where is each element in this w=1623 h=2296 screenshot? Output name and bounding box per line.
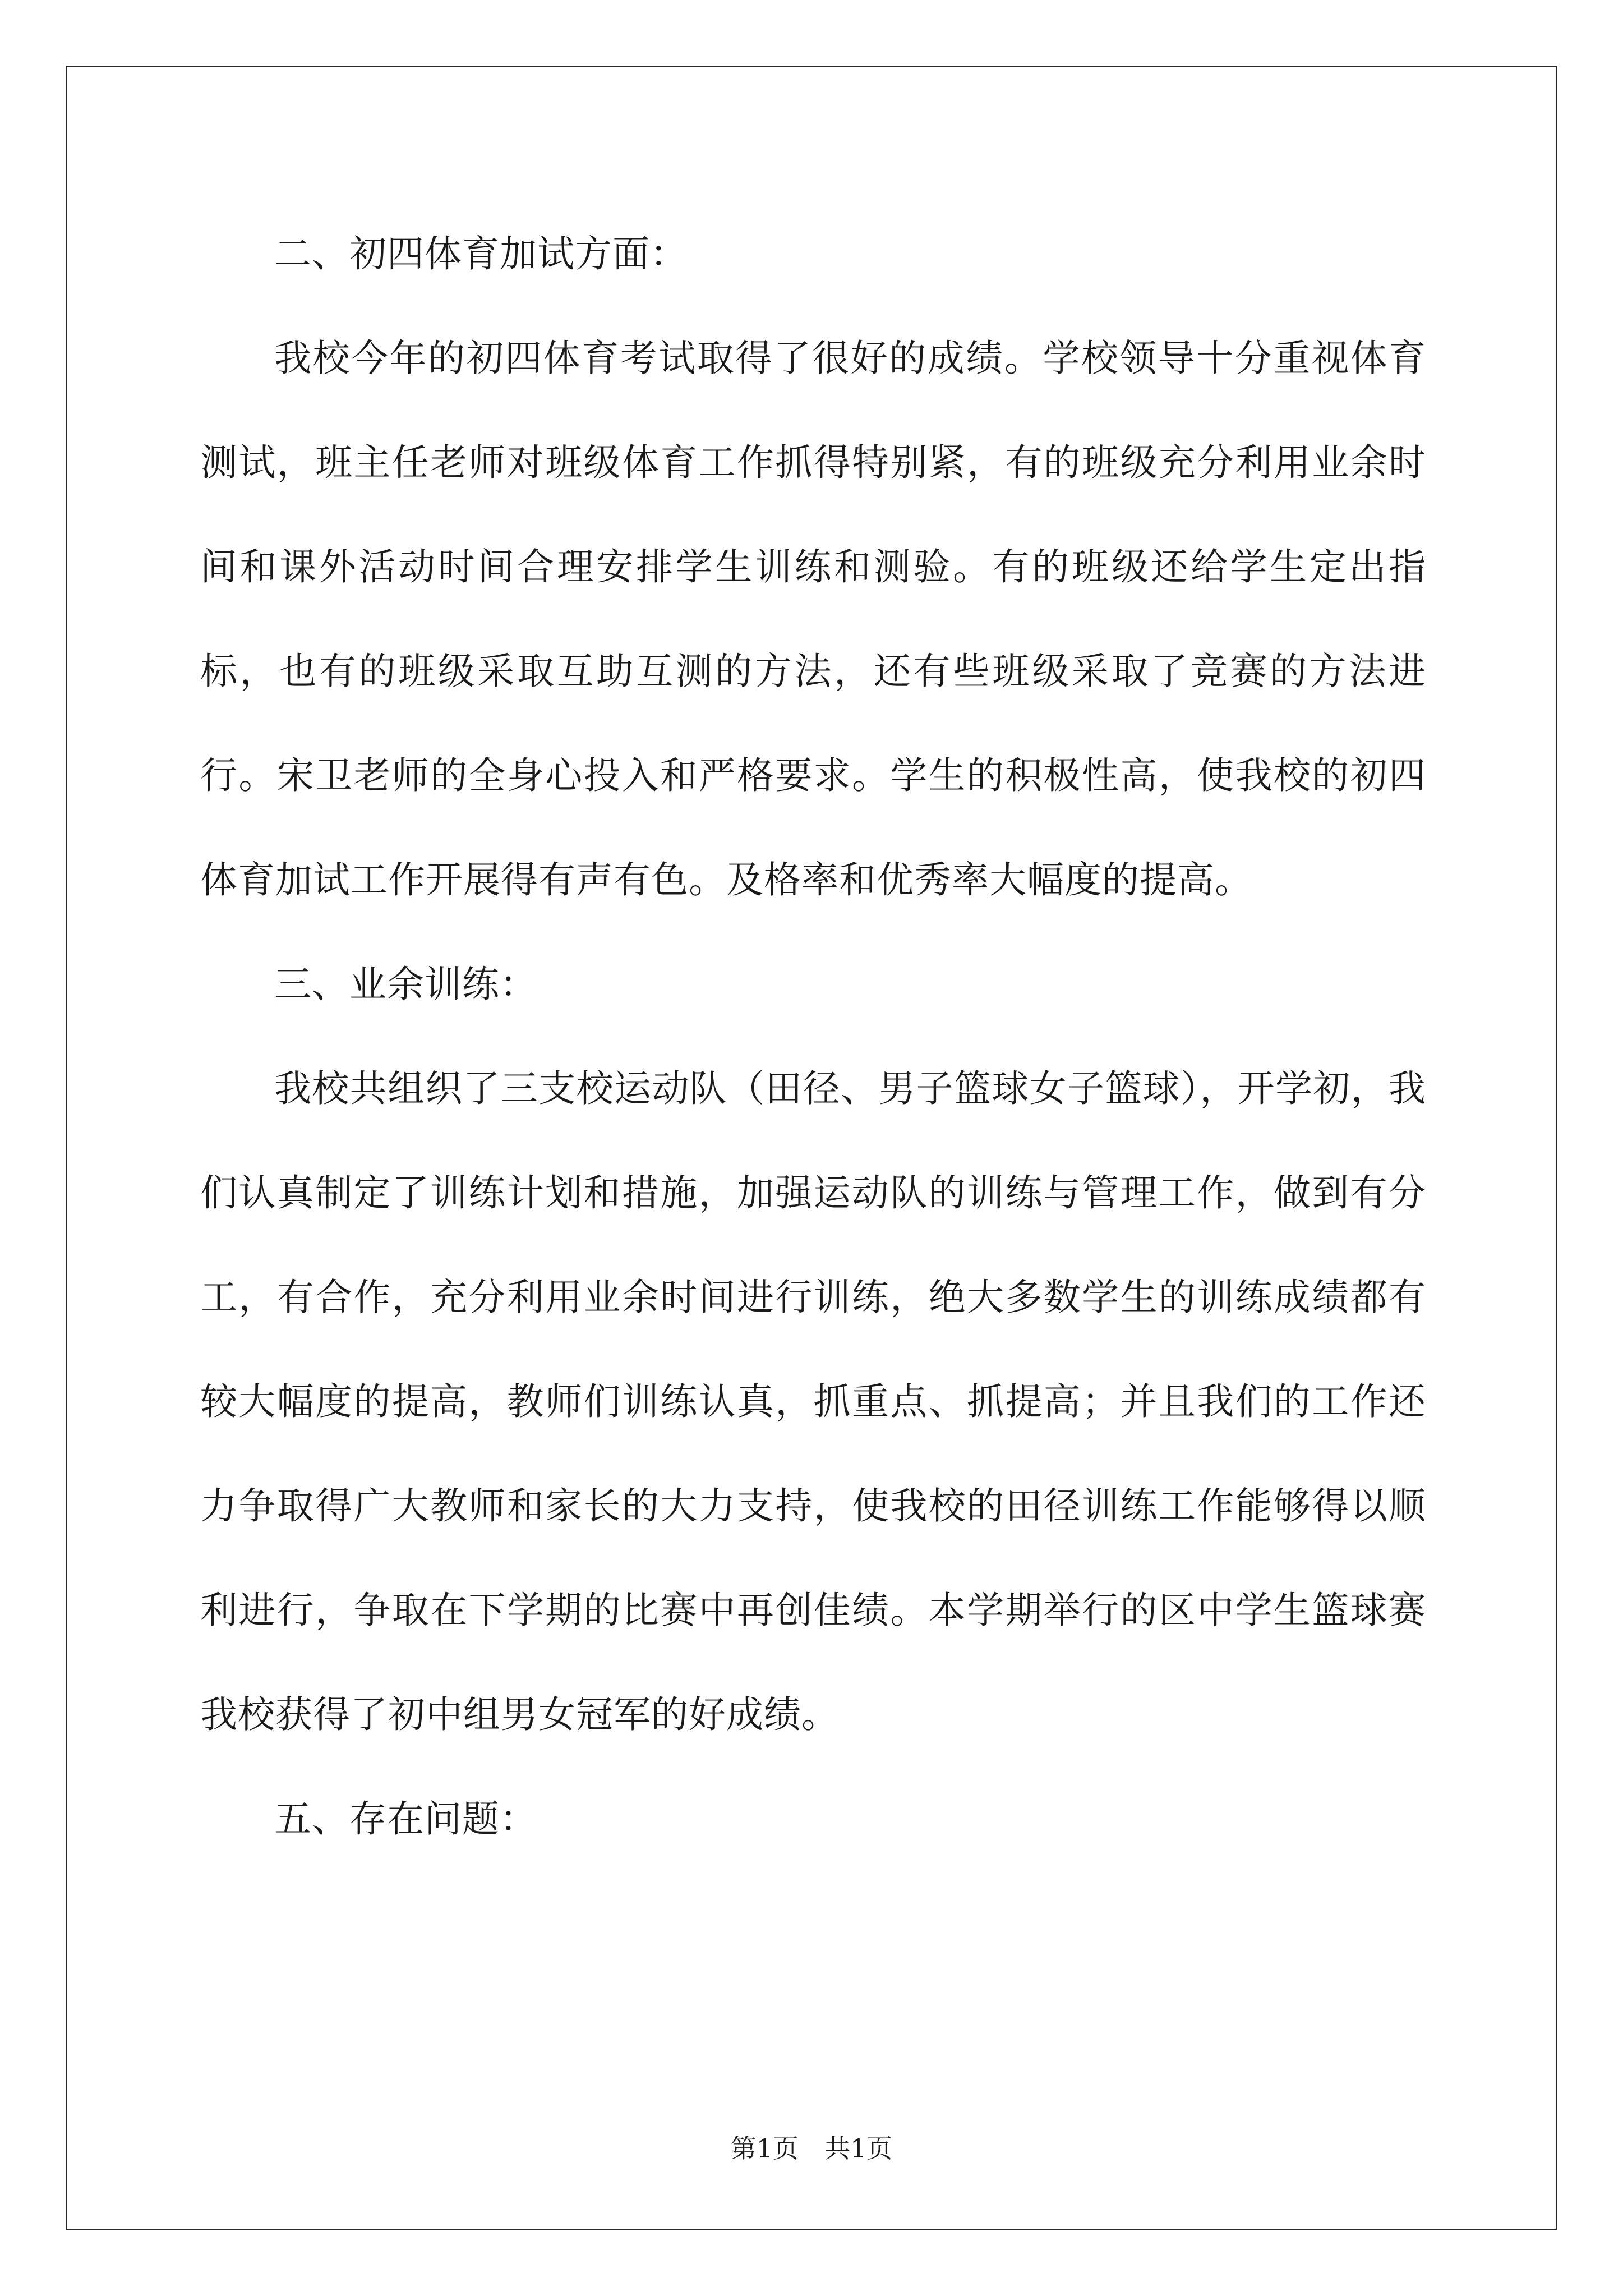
section-heading-3: 三、业余训练： — [274, 963, 537, 1006]
page-footer: 第1页 共1页 — [730, 2133, 893, 2164]
section-heading-2: 二、初四体育加试方面： — [274, 232, 688, 275]
section-heading-5: 五、存在问题： — [274, 1797, 537, 1841]
document-body — [200, 202, 1426, 1871]
paragraph-training: 我校共组织了三支校运动队（田径、男子篮球女子篮球），开学初，我们认真制定了训练计划和措施，加强运动队的训练与管理工作，做到有分工，有合作，充分利用业余时间进行训练，绝大多数学生的训练成绩都有较大幅度的提高，教师们训练认真，抓重点、抓提高；并且我们的工作还力争取得广大教师和家长的大力支持，使我校的田径训练工作能够得以顺利进行，争取在下学期的比赛中再创佳绩。本学期举行的区中学生篮球赛我校获得了初中组男女冠军的好成绩。 — [200, 1067, 1426, 1736]
paragraph-pe-exam: 我校今年的初四体育考试取得了很好的成绩。学校领导十分重视体育测试，班主任老师对班级体育工作抓得特别紧，有的班级充分利用业余时间和课外活动时间合理安排学生训练和测验。有的班级还给学生定出指标，也有的班级采取互助互测的方法，还有些班级采取了竞赛的方法进行。宋卫老师的全身心投入和严格要求。学生的积极性高，使我校的初四体育加试工作开展得有声有色。及格率和优秀率大幅度的提高。 — [200, 337, 1426, 901]
